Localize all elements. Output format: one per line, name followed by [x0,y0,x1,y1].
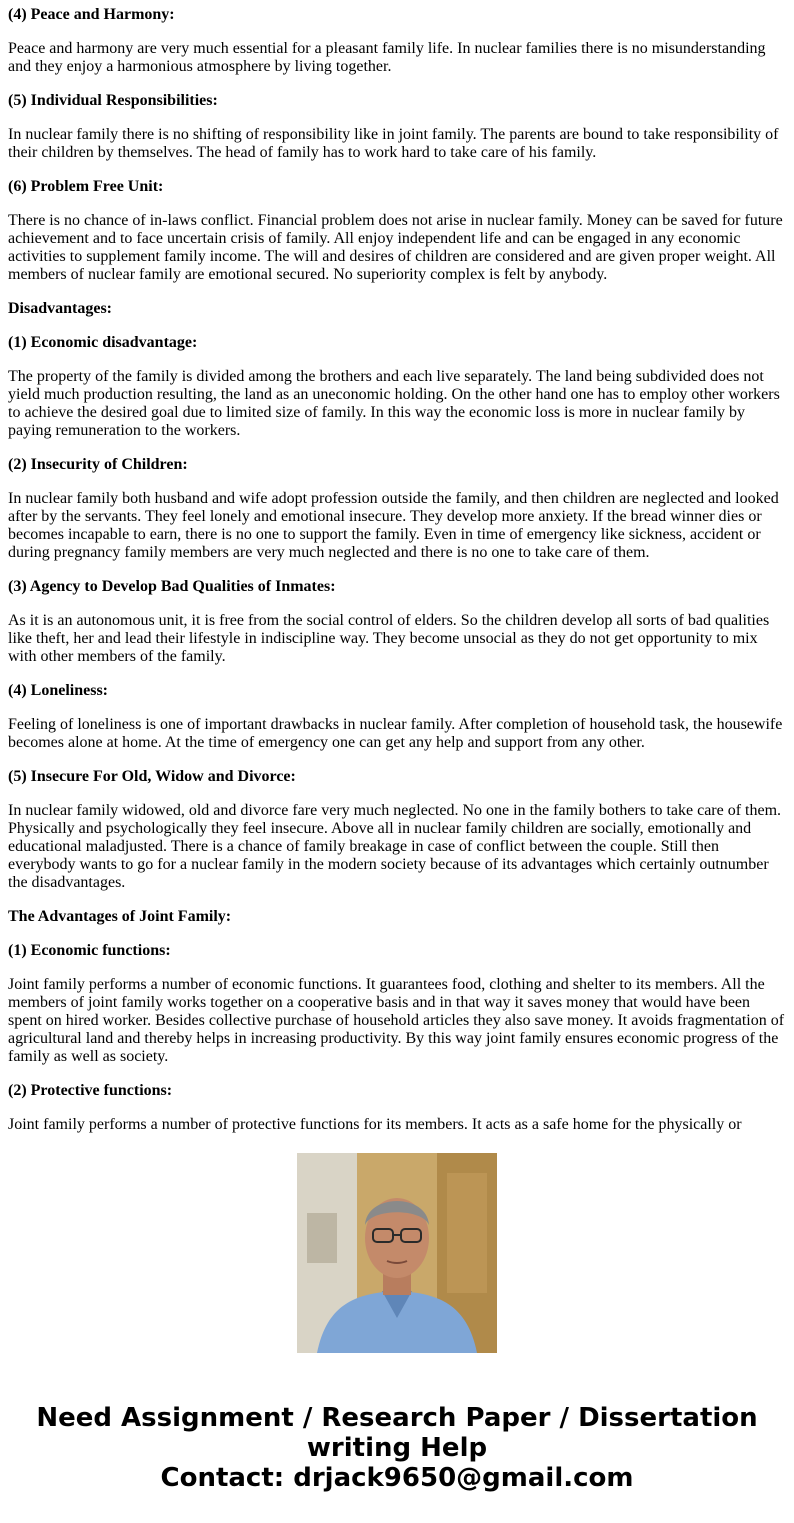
footer-contact-banner [0,1403,794,1493]
section-heading: (5) Insecure For Old, Widow and Divorce: [8,768,296,785]
author-photo-illustration [297,1153,497,1353]
footer-line-2: writing Help [306,1433,488,1463]
section-heading: (1) Economic functions: [8,942,171,959]
body-paragraph: There is no chance of in-laws conflict. Financial problem does not arise in nuclear family. Money can be saved for future achievement and to face uncertain crisis of family. All enjoy independent life and can be engaged in any economic activities to supplement family income. The will and desires of children are considered and are given proper weight. All members of nuclear family are emotional secured. No superiority complex is felt by anybody. [8,212,783,283]
section-heading: The Advantages of Joint Family: [8,908,232,925]
section-heading: (4) Loneliness: [8,682,108,699]
section-heading: (2) Insecurity of Children: [8,456,188,473]
body-paragraph: The property of the family is divided among the brothers and each live separately. The land being subdivided does not yield much production resulting, the land as an uneconomic holding. On the other hand one has to employ other workers to achieve the desired goal due to limited size of family. In this way the economic loss is more in nuclear family by paying remuneration to the workers. [8,368,780,439]
body-paragraph: In nuclear family widowed, old and divorce fare very much neglected. No one in the family bothers to take care of them. Physically and psychologically they feel insecure. Above all in nuclear family children are socially, emotionally and educational maladjusted. There is a chance of family breakage in case of conflict between the couple. Still then everybody wants to go for a nuclear family in the modern society because of its advantages which certainly outnumber the disadvantages. [8,802,782,891]
section-heading: (4) Peace and Harmony: [8,6,175,23]
body-paragraph: As it is an autonomous unit, it is free from the social control of elders. So the children develop all sorts of bad qualities like theft, her and lead their lifestyle in indiscipline way. They become unsocial as they do not get opportunity to mix with other members of the family. [8,612,770,665]
footer-line-3: Contact: drjack9650@gmail.com [160,1463,634,1493]
section-heading: (3) Agency to Develop Bad Qualities of Inmates: [8,578,336,595]
section-heading: (1) Economic disadvantage: [8,334,198,351]
body-paragraph: Joint family performs a number of protective functions for its members. It acts as a safe home for the physically or [8,1116,742,1133]
article-body [8,0,786,1133]
body-paragraph: In nuclear family both husband and wife adopt profession outside the family, and then children are neglected and looked after by the servants. They feel lonely and emotional insecure. They develop more anxiety. If the bread winner dies or becomes incapable to earn, there is no one to support the family. Even in time of emergency like sickness, accident or during pregnancy family members are very much neglected and there is no one to take care of them. [8,490,779,561]
body-paragraph: Joint family performs a number of economic functions. It guarantees food, clothing and shelter to its members. All the members of joint family works together on a cooperative basis and in that way it saves money that would have been spent on hired worker. Besides collective purchase of household articles they also save money. It avoids fragmentation of agricultural land and thereby helps in increasing productivity. By this way joint family ensures economic progress of the family as well as society. [8,976,785,1065]
footer-line-1: Need Assignment / Research Paper / Dissertation [36,1403,758,1433]
body-paragraph: Feeling of loneliness is one of important drawbacks in nuclear family. After completion of household task, the housewife becomes alone at home. At the time of emergency one can get any help and support from any other. [8,716,783,751]
body-paragraph: In nuclear family there is no shifting of responsibility like in joint family. The parents are bound to take responsibility of their children by themselves. The head of family has to work hard to take care of his family. [8,126,779,161]
body-paragraph: Peace and harmony are very much essential for a pleasant family life. In nuclear families there is no misunderstanding and they enjoy a harmonious atmosphere by living together. [8,40,766,75]
section-heading: Disadvantages: [8,300,113,317]
section-heading: (6) Problem Free Unit: [8,178,164,195]
section-heading: (2) Protective functions: [8,1082,173,1099]
author-avatar [297,1153,497,1353]
section-heading: (5) Individual Responsibilities: [8,92,218,109]
